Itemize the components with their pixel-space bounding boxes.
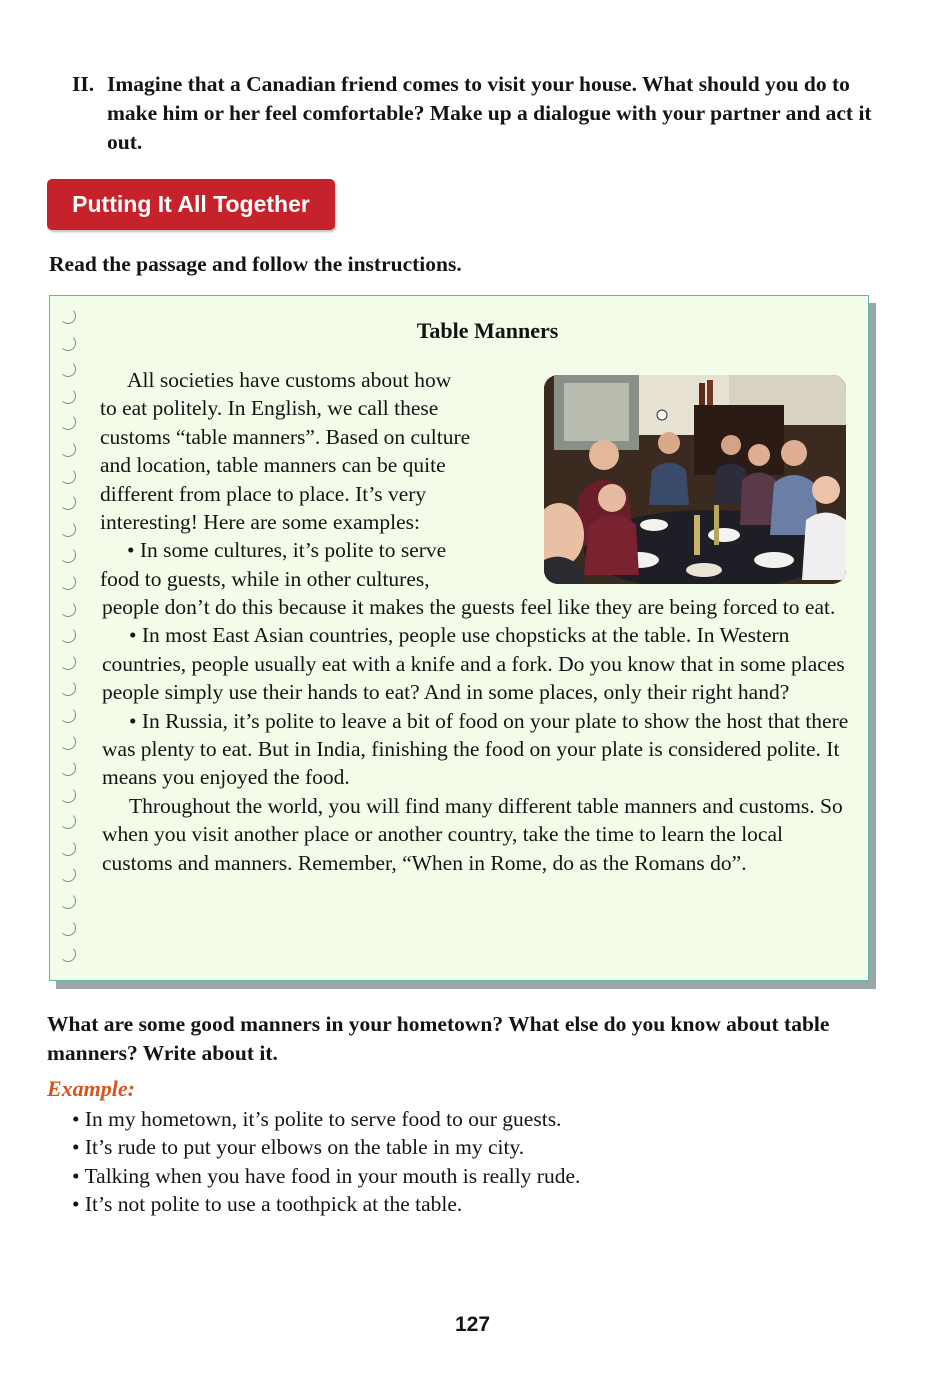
passage-line: to eat politely. In English, we call these <box>100 396 439 421</box>
passage-line: different from place to place. It’s very <box>100 481 427 506</box>
ring-icon <box>60 547 76 563</box>
ring-icon <box>60 734 76 750</box>
ring-icon <box>60 680 76 696</box>
notebook-rings <box>60 308 84 968</box>
ring-icon <box>60 920 76 936</box>
task-number: II. <box>72 72 95 96</box>
ring-icon <box>60 760 76 776</box>
ring-icon <box>60 654 76 670</box>
example-list <box>72 1105 580 1218</box>
ring-icon <box>60 946 76 962</box>
example-item: • It’s not polite to use a toothpick at the table. <box>72 1191 463 1216</box>
example-item: • Talking when you have food in your mouth is really rude. <box>72 1163 581 1188</box>
ring-icon <box>60 866 76 882</box>
passage-title: Table Manners <box>416 318 559 343</box>
ring-icon <box>60 521 76 537</box>
ring-icon <box>60 893 76 909</box>
ring-icon <box>60 601 76 617</box>
ring-icon <box>60 468 76 484</box>
ring-icon <box>60 707 76 723</box>
passage-body <box>102 593 852 877</box>
writing-prompt: What are some good manners in your hometown? What else do you know about table manners? Write about it. <box>47 1012 830 1065</box>
ring-icon <box>60 494 76 510</box>
passage-bullet-2: • In most East Asian countries, people use chopsticks at the table. In Western countries, people usually eat with a knife and a fork. Do you know that in some places people simply use their hands to eat? And in some places, only their right hand? <box>102 623 845 705</box>
instructions: Read the passage and follow the instructions. <box>49 252 462 276</box>
page-number: 127 <box>454 1313 491 1336</box>
passage-line: food to guests, while in other cultures, <box>100 566 430 591</box>
example-item: • It’s rude to put your elbows on the table in my city. <box>72 1135 525 1160</box>
passage-line: and location, table manners can be quite <box>100 453 446 478</box>
passage-conclusion: Throughout the world, you will find many different table manners and customs. So when you visit another place or another country, take the time to learn the local customs and manners. Remember, “When in Rome, do as the Romans do”. <box>102 793 843 875</box>
section-heading <box>47 179 335 230</box>
dinner-photo <box>544 375 846 584</box>
ring-icon <box>60 335 76 351</box>
example-label: Example: <box>47 1076 135 1101</box>
ring-icon <box>60 627 76 643</box>
passage-intro <box>100 366 550 593</box>
section-heading-label: Putting It All Together <box>72 191 310 217</box>
task-item <box>72 70 872 157</box>
passage-line: interesting! Here are some examples: <box>100 510 420 535</box>
passage-bullet-1-rest: people don’t do this because it makes the guests feel like they are being forced to eat. <box>102 595 836 619</box>
ring-icon <box>60 361 76 377</box>
task-text: Imagine that a Canadian friend comes to visit your house. What should you do to make him or her feel comfortable? Make up a dialogue with your partner and act it out. <box>107 72 872 154</box>
ring-icon <box>60 414 76 430</box>
ring-icon <box>60 813 76 829</box>
passage-line: customs “table manners”. Based on culture <box>100 424 471 449</box>
example-item: • In my hometown, it’s polite to serve food to our guests. <box>72 1107 562 1131</box>
ring-icon <box>60 574 76 590</box>
passage-line: All societies have customs about how <box>127 368 452 392</box>
passage-bullet-3: • In Russia, it’s polite to leave a bit of food on your plate to show the host that there was plenty to eat. But in India, finishing the food on your plate is considered polite. It means you enjoyed the food. <box>102 708 849 790</box>
ring-icon <box>60 840 76 856</box>
ring-icon <box>60 441 76 457</box>
ring-icon <box>60 388 76 404</box>
ring-icon <box>60 308 76 324</box>
ring-icon <box>60 787 76 803</box>
passage-line: • In some cultures, it’s polite to serve <box>127 538 447 563</box>
